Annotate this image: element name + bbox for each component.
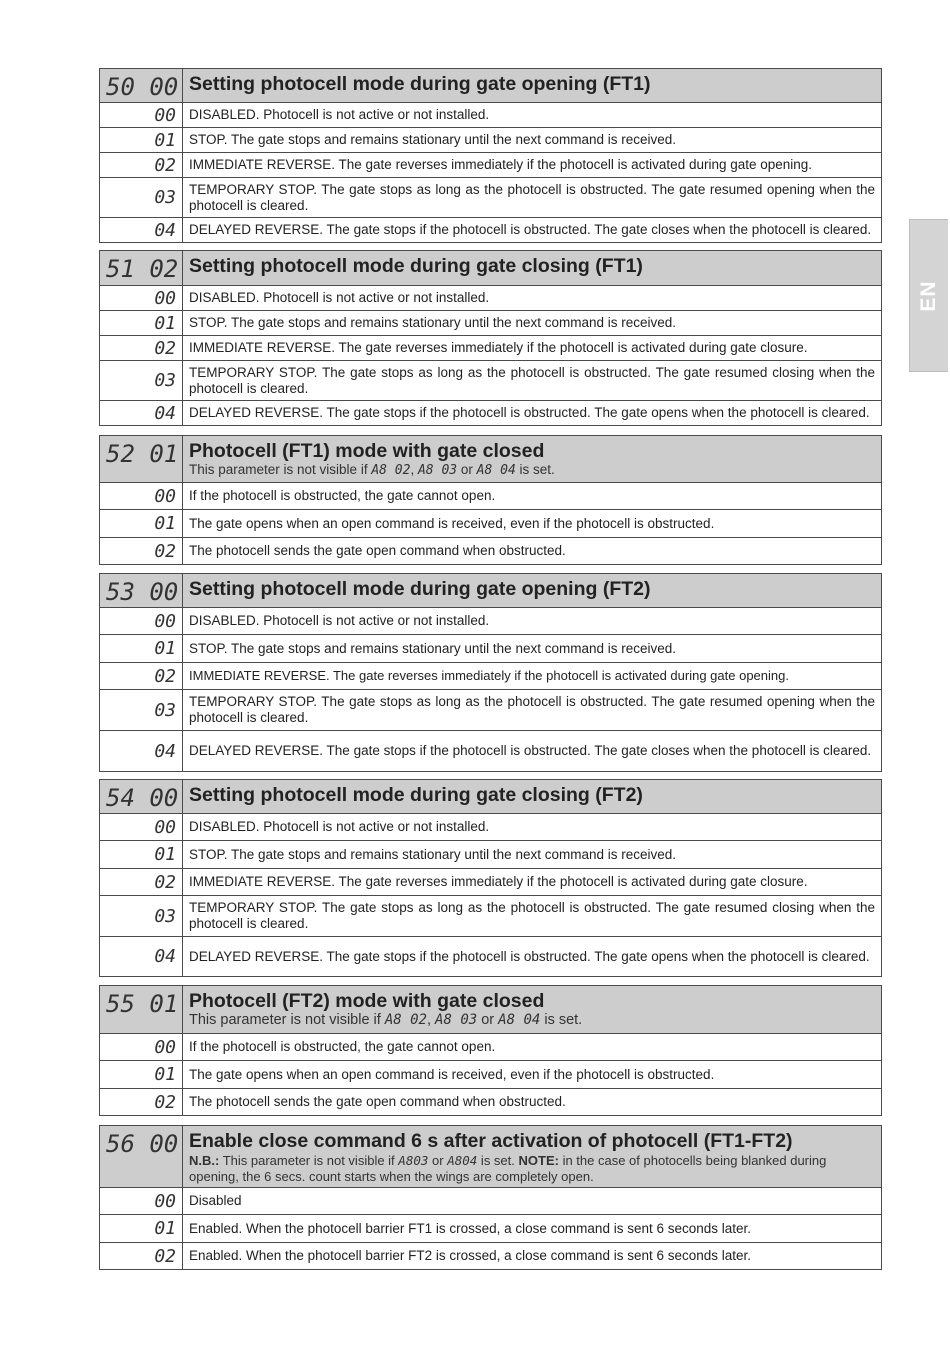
param-section-51: [99, 250, 882, 426]
option-code: 02: [100, 538, 183, 564]
note-label: N.B.:: [189, 1153, 220, 1168]
param-code: 51 02: [100, 251, 183, 285]
note-code: A8 03: [417, 463, 458, 478]
note-code: A8 02: [371, 463, 411, 478]
option-row: [100, 537, 881, 564]
option-row: [100, 127, 881, 152]
option-row: [100, 152, 881, 177]
option-description: The gate opens when an open command is received, even if the photocell is obstructed.: [189, 515, 715, 531]
note-text: is set.: [540, 1012, 583, 1028]
option-description: If the photocell is obstructed, the gate cannot open.: [189, 488, 496, 503]
note-text: This parameter is not visible if: [189, 1012, 385, 1028]
note-code: A8 02: [384, 1012, 427, 1028]
note-code: A804: [447, 1153, 478, 1168]
option-row: [100, 813, 881, 840]
param-code: 53 00: [100, 574, 183, 607]
option-code: 00: [100, 1034, 183, 1060]
option-row: [100, 482, 881, 509]
option-code: 00: [100, 814, 183, 840]
option-code: 02: [100, 1089, 183, 1115]
note-code: A803: [398, 1153, 429, 1168]
option-code: 03: [100, 690, 183, 730]
note-text: ,: [410, 462, 418, 477]
option-code: 01: [100, 510, 183, 537]
note-code: A8 04: [476, 463, 516, 478]
option-description: TEMPORARY STOP. The gate stops as long as the photocell is obstructed. The gate resumed closing when the photocell is cleared.: [189, 900, 875, 931]
option-code: 01: [100, 311, 183, 335]
section-title: Enable close command 6 s after activation of photocell (FT1-FT2): [189, 1130, 793, 1152]
note-text: ,: [426, 1012, 436, 1028]
option-description: The gate opens when an open command is received, even if the photocell is obstructed.: [189, 1066, 715, 1082]
option-row: [100, 634, 881, 662]
option-code: 01: [100, 635, 183, 662]
section-title: Setting photocell mode during gate closing (FT1): [189, 255, 643, 277]
param-code: 52 01: [100, 436, 183, 482]
param-code: 55 01: [100, 986, 183, 1033]
param-section-54: [99, 779, 882, 977]
language-tab: [909, 219, 948, 372]
note-label: NOTE:: [518, 1153, 559, 1168]
option-description: DISABLED. Photocell is not active or not installed.: [189, 107, 490, 122]
section-header: [100, 1126, 881, 1187]
option-row: [100, 1214, 881, 1242]
option-description: TEMPORARY STOP. The gate stops as long as the photocell is obstructed. The gate resumed closing when the photocell is cleared.: [189, 364, 875, 396]
note-text: is set.: [477, 1153, 519, 1168]
note-code: A8 04: [498, 1012, 541, 1028]
param-section-50: [99, 68, 882, 243]
option-description: Enabled. When the photocell barrier FT1 is crossed, a close command is sent 6 seconds later.: [189, 1220, 752, 1236]
option-code: 04: [100, 401, 183, 425]
section-title: Photocell (FT1) mode with gate closed: [189, 440, 545, 462]
option-description: STOP. The gate stops and remains stationary until the next command is received.: [189, 846, 677, 862]
param-code: 56 00: [100, 1126, 183, 1187]
section-title: Setting photocell mode during gate opening (FT2): [189, 578, 651, 600]
option-row: [100, 730, 881, 771]
note-code: A8 03: [435, 1012, 478, 1028]
option-code: 00: [100, 1188, 183, 1214]
option-description: If the photocell is obstructed, the gate cannot open.: [189, 1039, 496, 1054]
section-header: [100, 574, 881, 607]
option-description: TEMPORARY STOP. The gate stops as long as the photocell is obstructed. The gate resumed opening when the photocell is cleared.: [189, 694, 875, 725]
option-description: STOP. The gate stops and remains stationary until the next command is received.: [189, 315, 677, 330]
option-row: [100, 217, 881, 242]
option-code: 04: [100, 218, 183, 242]
option-description: DISABLED. Photocell is not active or not installed.: [189, 290, 490, 305]
option-row: [100, 662, 881, 689]
note-text: or: [457, 462, 477, 477]
option-code: 01: [100, 1061, 183, 1088]
section-note: [189, 1012, 875, 1029]
option-code: 00: [100, 103, 183, 127]
option-description: DELAYED REVERSE. The gate stops if the photocell is obstructed. The gate closes when the photocell is cleared.: [189, 222, 872, 237]
option-code: 02: [100, 869, 183, 895]
option-code: 01: [100, 841, 183, 868]
section-header: [100, 436, 881, 482]
note-text: in the case of photocells being blanked during opening, the 6 secs. count starts when the wings are completely open.: [189, 1153, 827, 1184]
option-row: [100, 689, 881, 730]
section-note: [189, 462, 875, 478]
option-row: [100, 335, 881, 360]
option-row: [100, 895, 881, 936]
option-row: [100, 607, 881, 634]
language-label: EN: [917, 279, 940, 312]
option-code: 02: [100, 153, 183, 177]
note-text: This parameter is not visible if: [189, 462, 372, 477]
option-row: [100, 285, 881, 310]
option-code: 01: [100, 1215, 183, 1242]
option-row: [100, 509, 881, 537]
section-title: Setting photocell mode during gate opening (FT1): [189, 73, 651, 95]
option-code: 04: [100, 731, 183, 771]
param-code: 50 00: [100, 69, 183, 102]
option-code: 00: [100, 608, 183, 634]
param-section-53: [99, 573, 882, 772]
option-row: [100, 310, 881, 335]
option-description: IMMEDIATE REVERSE. The gate reverses immediately if the photocell is activated during gate opening.: [189, 668, 789, 683]
option-code: 02: [100, 1243, 183, 1269]
option-code: 03: [100, 361, 183, 400]
option-row: [100, 868, 881, 895]
option-description: DELAYED REVERSE. The gate stops if the photocell is obstructed. The gate closes when the photocell is cleared.: [189, 743, 872, 758]
option-row: [100, 102, 881, 127]
option-code: 00: [100, 286, 183, 310]
option-row: [100, 1033, 881, 1060]
option-row: [100, 360, 881, 400]
option-code: 00: [100, 483, 183, 509]
section-header: [100, 69, 881, 102]
param-section-52: [99, 435, 882, 565]
param-section-56: [99, 1125, 882, 1270]
option-description: TEMPORARY STOP. The gate stops as long as the photocell is obstructed. The gate resumed opening when the photocell is cleared.: [189, 181, 875, 213]
option-code: 01: [100, 128, 183, 152]
option-description: Disabled: [189, 1193, 242, 1208]
option-code: 03: [100, 178, 183, 217]
option-row: [100, 177, 881, 217]
note-text: or: [477, 1012, 499, 1028]
section-header: [100, 780, 881, 813]
option-code: 02: [100, 336, 183, 360]
option-description: DISABLED. Photocell is not active or not installed.: [189, 819, 490, 834]
section-note: [189, 1153, 875, 1185]
section-title: Photocell (FT2) mode with gate closed: [189, 990, 545, 1012]
option-row: [100, 1242, 881, 1269]
option-description: DELAYED REVERSE. The gate stops if the photocell is obstructed. The gate opens when the photocell is cleared.: [189, 405, 870, 420]
option-row: [100, 936, 881, 976]
note-text: is set.: [515, 462, 555, 477]
option-description: STOP. The gate stops and remains stationary until the next command is received.: [189, 640, 677, 656]
note-text: or: [428, 1153, 448, 1168]
option-code: 04: [100, 937, 183, 976]
option-code: 03: [100, 896, 183, 936]
option-row: [100, 1088, 881, 1115]
option-row: [100, 1187, 881, 1214]
option-row: [100, 1060, 881, 1088]
option-description: The photocell sends the gate open command when obstructed.: [189, 1094, 566, 1109]
option-description: The photocell sends the gate open command when obstructed.: [189, 543, 566, 558]
param-section-55: [99, 985, 882, 1116]
section-header: [100, 251, 881, 285]
option-code: 02: [100, 663, 183, 689]
option-description: STOP. The gate stops and remains stationary until the next command is received.: [189, 132, 677, 147]
option-description: DISABLED. Photocell is not active or not installed.: [189, 613, 490, 628]
option-description: IMMEDIATE REVERSE. The gate reverses immediately if the photocell is activated during gate closure.: [189, 340, 808, 355]
param-code: 54 00: [100, 780, 183, 813]
option-row: [100, 400, 881, 425]
option-row: [100, 840, 881, 868]
section-title: Setting photocell mode during gate closing (FT2): [189, 784, 643, 806]
option-description: Enabled. When the photocell barrier FT2 is crossed, a close command is sent 6 seconds later.: [189, 1248, 752, 1263]
section-header: [100, 986, 881, 1033]
note-text: This parameter is not visible if: [219, 1153, 399, 1168]
option-description: IMMEDIATE REVERSE. The gate reverses immediately if the photocell is activated during gate opening.: [189, 157, 813, 172]
option-description: IMMEDIATE REVERSE. The gate reverses immediately if the photocell is activated during gate closure.: [189, 874, 808, 889]
option-description: DELAYED REVERSE. The gate stops if the photocell is obstructed. The gate opens when the photocell is cleared.: [189, 948, 870, 964]
